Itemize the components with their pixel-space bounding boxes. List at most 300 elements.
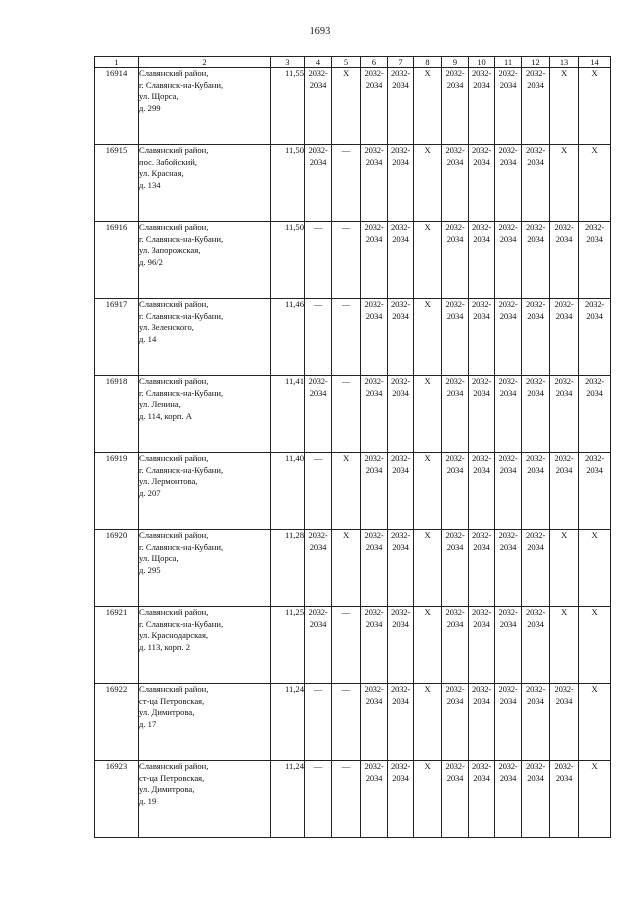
value-text: 2032- — [390, 530, 411, 540]
column-header: 9 — [442, 57, 469, 68]
column-header: 13 — [550, 57, 579, 68]
value-cell — [495, 684, 522, 761]
value-cell — [414, 299, 442, 376]
value-text: 2032- — [471, 761, 492, 771]
value-text: X — [342, 68, 349, 78]
row-number-cell: 16922 — [95, 684, 139, 761]
value-cell — [522, 453, 550, 530]
value-text: 2032- — [471, 222, 492, 232]
value-cell — [550, 222, 579, 299]
value-text: 2034 — [365, 772, 383, 783]
value-cell — [442, 299, 469, 376]
area-cell: 11,28 — [271, 530, 305, 607]
value-text: 2032- — [445, 376, 465, 386]
column-header: 7 — [388, 57, 414, 68]
table-row — [95, 68, 611, 145]
value-text: 2034 — [446, 695, 464, 706]
value-text: 2032- — [498, 68, 518, 78]
row-number-cell: 16918 — [95, 376, 139, 453]
value-cell — [495, 68, 522, 145]
value-text: 2032- — [498, 299, 518, 309]
value-text: 2034 — [365, 464, 383, 475]
value-text: X — [342, 530, 349, 540]
value-text: 2032- — [445, 761, 465, 771]
value-cell — [522, 607, 550, 684]
address-line: Славянский район, — [139, 607, 209, 617]
value-text: 2032- — [525, 222, 546, 232]
address-line: д. 114, корп. А — [139, 410, 192, 421]
value-cell — [361, 453, 388, 530]
value-cell — [469, 145, 495, 222]
value-text: 2034 — [499, 464, 517, 475]
area-cell: 11,46 — [271, 299, 305, 376]
value-text: 2032- — [390, 222, 411, 232]
value-cell — [442, 607, 469, 684]
value-cell — [361, 376, 388, 453]
value-text: 2032- — [308, 376, 328, 386]
address-line: д. 134 — [139, 179, 161, 190]
value-text: 2034 — [527, 387, 544, 398]
value-text: 2034 — [365, 156, 383, 167]
row-number-cell: 16919 — [95, 453, 139, 530]
value-cell — [332, 145, 361, 222]
value-text: X — [424, 145, 431, 155]
value-cell — [579, 68, 611, 145]
value-cell — [332, 222, 361, 299]
value-text: X — [424, 607, 431, 617]
value-cell — [332, 68, 361, 145]
value-cell — [442, 761, 469, 838]
value-text: 2032- — [445, 145, 465, 155]
value-text: 2032- — [308, 68, 328, 78]
value-text: X — [424, 299, 431, 309]
value-cell — [388, 299, 414, 376]
area-cell: 11,50 — [271, 145, 305, 222]
row-number-cell: 16923 — [95, 761, 139, 838]
value-text: 2032- — [471, 68, 492, 78]
value-text: 2034 — [446, 541, 464, 552]
value-text: 2032- — [390, 684, 411, 694]
value-text: 2032- — [498, 453, 518, 463]
value-cell — [388, 530, 414, 607]
table-header — [95, 57, 611, 68]
value-text: 2032- — [554, 453, 574, 463]
value-cell — [305, 530, 332, 607]
value-text: 2032- — [390, 68, 411, 78]
value-cell — [579, 761, 611, 838]
value-cell — [332, 761, 361, 838]
value-text: 2032- — [364, 145, 384, 155]
value-cell — [579, 145, 611, 222]
value-text: 2034 — [392, 310, 409, 321]
value-text: X — [424, 222, 431, 232]
value-cell — [361, 684, 388, 761]
value-text: 2032- — [364, 607, 384, 617]
address-line: Славянский район, — [139, 68, 209, 78]
value-text: 2034 — [499, 79, 517, 90]
value-cell — [495, 530, 522, 607]
value-cell — [550, 68, 579, 145]
value-text: 2032- — [471, 684, 492, 694]
value-text: 2034 — [473, 541, 490, 552]
address-line: Славянский район, — [139, 530, 209, 540]
value-cell — [579, 299, 611, 376]
value-text: 2032- — [525, 761, 546, 771]
value-text: 2034 — [499, 772, 517, 783]
header-row — [95, 57, 611, 68]
value-cell — [550, 145, 579, 222]
value-text: 2034 — [555, 233, 573, 244]
value-text: — — [341, 684, 351, 694]
column-header: 14 — [579, 57, 611, 68]
address-line: Славянский район, — [139, 761, 209, 771]
address-line: ул. Димитрова, — [139, 707, 195, 717]
value-text: X — [424, 376, 431, 386]
value-cell — [305, 299, 332, 376]
address-line: д. 299 — [139, 102, 161, 113]
table-row — [95, 145, 611, 222]
value-text: 2034 — [473, 233, 490, 244]
value-cell — [522, 684, 550, 761]
value-text: X — [424, 453, 431, 463]
address-line: г. Славянск-на-Кубани, — [139, 464, 224, 475]
address-line: Славянский район, — [139, 453, 209, 463]
value-text: 2032- — [390, 145, 411, 155]
value-cell — [469, 299, 495, 376]
value-text: 2034 — [392, 387, 409, 398]
value-cell — [442, 222, 469, 299]
row-number-cell: 16916 — [95, 222, 139, 299]
value-cell — [305, 761, 332, 838]
value-text: 2034 — [527, 618, 544, 629]
table-body — [95, 68, 611, 838]
value-text: 2032- — [364, 376, 384, 386]
value-cell — [332, 684, 361, 761]
address-line: д. 207 — [139, 487, 161, 498]
address-line: г. Славянск-на-Кубани, — [139, 233, 224, 244]
value-cell — [361, 761, 388, 838]
value-text: 2034 — [446, 156, 464, 167]
value-text: 2034 — [527, 695, 544, 706]
value-cell — [442, 453, 469, 530]
value-cell — [305, 145, 332, 222]
table-row — [95, 299, 611, 376]
value-text: 2034 — [527, 310, 544, 321]
value-cell — [522, 530, 550, 607]
value-text: 2034 — [446, 310, 464, 321]
value-text: 2032- — [364, 761, 384, 771]
value-cell — [522, 761, 550, 838]
value-text: 2034 — [309, 156, 327, 167]
address-line: пос. Забойский, — [139, 156, 197, 167]
value-text: 2032- — [471, 530, 492, 540]
value-text: 2032- — [525, 530, 546, 540]
column-header: 4 — [305, 57, 332, 68]
value-cell — [442, 145, 469, 222]
value-text: 2034 — [365, 310, 383, 321]
table-row — [95, 376, 611, 453]
value-text: X — [560, 530, 567, 540]
address-line: Славянский район, — [139, 299, 209, 309]
value-cell — [469, 530, 495, 607]
value-text: 2032- — [584, 453, 605, 463]
value-text: 2032- — [445, 530, 465, 540]
value-text: 2034 — [446, 464, 464, 475]
value-text: 2032- — [498, 222, 518, 232]
value-text: 2032- — [498, 684, 518, 694]
value-text: 2032- — [471, 299, 492, 309]
address-line: Славянский район, — [139, 376, 209, 386]
value-text: 2034 — [527, 233, 544, 244]
value-cell — [522, 68, 550, 145]
table-row — [95, 684, 611, 761]
address-line: ул. Зеленского, — [139, 322, 194, 332]
value-text: 2034 — [499, 695, 517, 706]
value-cell — [579, 530, 611, 607]
value-cell — [332, 299, 361, 376]
address-line: г. Славянск-на-Кубани, — [139, 79, 224, 90]
value-cell — [522, 145, 550, 222]
value-text: 2032- — [525, 607, 546, 617]
value-cell — [550, 453, 579, 530]
row-number-cell: 16914 — [95, 68, 139, 145]
area-cell: 11,50 — [271, 222, 305, 299]
value-text: 2034 — [446, 618, 464, 629]
area-cell: 11,40 — [271, 453, 305, 530]
value-cell — [332, 376, 361, 453]
value-text: — — [313, 222, 323, 232]
address-line: ул. Краснодарская, — [139, 630, 209, 640]
value-text: 2032- — [471, 453, 492, 463]
value-cell — [495, 299, 522, 376]
value-cell — [361, 68, 388, 145]
value-cell — [550, 530, 579, 607]
value-text: 2034 — [392, 772, 409, 783]
value-text: 2032- — [471, 376, 492, 386]
value-text: 2032- — [554, 299, 574, 309]
value-text: 2032- — [364, 222, 384, 232]
value-text: 2032- — [554, 376, 574, 386]
value-text: 2032- — [525, 299, 546, 309]
column-header: 3 — [271, 57, 305, 68]
value-text: X — [591, 761, 598, 771]
value-text: X — [424, 530, 431, 540]
value-cell — [550, 299, 579, 376]
value-text: X — [560, 68, 567, 78]
value-text: 2032- — [445, 684, 465, 694]
value-text: 2032- — [525, 376, 546, 386]
row-number-cell: 16915 — [95, 145, 139, 222]
value-cell — [550, 607, 579, 684]
value-text: 2034 — [309, 387, 327, 398]
column-header: 12 — [522, 57, 550, 68]
value-cell — [414, 607, 442, 684]
value-text: X — [342, 453, 349, 463]
value-text: 2032- — [445, 607, 465, 617]
address-cell — [139, 222, 271, 299]
value-text: 2032- — [584, 299, 605, 309]
value-text: — — [313, 299, 323, 309]
value-cell — [469, 761, 495, 838]
address-line: Славянский район, — [139, 145, 209, 155]
address-line: ул. Щорса, — [139, 91, 179, 101]
value-text: 2034 — [473, 772, 490, 783]
row-number-cell: 16920 — [95, 530, 139, 607]
value-cell — [305, 453, 332, 530]
value-cell — [522, 376, 550, 453]
value-text: 2032- — [445, 453, 465, 463]
value-text: — — [313, 761, 323, 771]
value-text: 2034 — [446, 79, 464, 90]
value-cell — [469, 453, 495, 530]
value-text: 2034 — [392, 156, 409, 167]
value-text: 2032- — [584, 376, 605, 386]
table-row — [95, 761, 611, 838]
value-cell — [305, 222, 332, 299]
value-text: 2034 — [365, 233, 383, 244]
value-text: — — [341, 761, 351, 771]
address-line: ст-ца Петровская, — [139, 695, 205, 706]
value-cell — [388, 376, 414, 453]
value-cell — [579, 376, 611, 453]
value-cell — [414, 453, 442, 530]
value-text: 2034 — [473, 464, 490, 475]
value-text: 2032- — [498, 530, 518, 540]
value-text: 2032- — [445, 222, 465, 232]
value-cell — [388, 761, 414, 838]
value-cell — [495, 145, 522, 222]
value-cell — [495, 453, 522, 530]
value-text: X — [560, 607, 567, 617]
value-text: 2034 — [499, 541, 517, 552]
value-text: 2034 — [555, 695, 573, 706]
value-text: 2034 — [392, 618, 409, 629]
value-cell — [414, 145, 442, 222]
value-text: 2032- — [364, 299, 384, 309]
value-text: 2032- — [308, 145, 328, 155]
value-text: 2034 — [365, 79, 383, 90]
value-text: 2032- — [390, 761, 411, 771]
value-text: 2032- — [445, 299, 465, 309]
table-row — [95, 607, 611, 684]
value-cell — [305, 607, 332, 684]
value-text: 2032- — [525, 453, 546, 463]
value-text: 2034 — [473, 310, 490, 321]
area-cell: 11,41 — [271, 376, 305, 453]
address-line: г. Славянск-на-Кубани, — [139, 387, 224, 398]
area-cell: 11,25 — [271, 607, 305, 684]
value-text: 2034 — [499, 156, 517, 167]
value-text: 2032- — [498, 607, 518, 617]
value-text: — — [341, 145, 351, 155]
value-text: 2034 — [555, 772, 573, 783]
value-cell — [550, 376, 579, 453]
value-cell — [332, 607, 361, 684]
address-cell — [139, 761, 271, 838]
column-header: 6 — [361, 57, 388, 68]
value-text: X — [424, 68, 431, 78]
value-text: 2032- — [525, 68, 546, 78]
value-cell — [550, 761, 579, 838]
value-cell — [469, 222, 495, 299]
value-text: — — [341, 376, 351, 386]
value-text: 2034 — [392, 233, 409, 244]
value-cell — [579, 607, 611, 684]
table-row — [95, 222, 611, 299]
address-line: ул. Ленина, — [139, 399, 181, 409]
value-text: 2032- — [445, 68, 465, 78]
value-cell — [361, 299, 388, 376]
value-text: 2034 — [527, 541, 544, 552]
address-line: ст-ца Петровская, — [139, 772, 205, 783]
value-cell — [495, 222, 522, 299]
value-text: 2034 — [586, 387, 603, 398]
address-cell — [139, 530, 271, 607]
address-line: д. 295 — [139, 564, 161, 575]
value-cell — [414, 68, 442, 145]
value-text: 2034 — [555, 387, 573, 398]
value-text: 2034 — [527, 79, 544, 90]
address-line: ул. Щорса, — [139, 553, 179, 563]
value-cell — [495, 761, 522, 838]
value-cell — [442, 376, 469, 453]
value-text: 2034 — [446, 233, 464, 244]
value-cell — [305, 684, 332, 761]
value-text: 2032- — [498, 145, 518, 155]
value-text: 2034 — [499, 618, 517, 629]
value-text: X — [424, 684, 431, 694]
value-cell — [305, 376, 332, 453]
value-text: 2034 — [527, 464, 544, 475]
address-line: д. 14 — [139, 333, 157, 344]
value-cell — [388, 222, 414, 299]
value-text: 2034 — [309, 618, 327, 629]
value-cell — [414, 530, 442, 607]
value-cell — [388, 145, 414, 222]
value-text: 2034 — [473, 79, 490, 90]
row-number-cell: 16921 — [95, 607, 139, 684]
value-text: 2034 — [365, 695, 383, 706]
value-text: — — [313, 684, 323, 694]
value-text: 2032- — [308, 530, 328, 540]
value-text: X — [424, 761, 431, 771]
address-line: ул. Запорожская, — [139, 245, 201, 255]
value-text: 2034 — [309, 79, 327, 90]
value-text: 2032- — [584, 222, 605, 232]
value-text: 2032- — [498, 761, 518, 771]
value-cell — [361, 530, 388, 607]
value-text: 2034 — [586, 464, 603, 475]
value-text: 2032- — [390, 453, 411, 463]
value-text: 2032- — [554, 222, 574, 232]
value-cell — [550, 684, 579, 761]
value-cell — [579, 453, 611, 530]
value-text: 2034 — [586, 233, 603, 244]
column-header: 11 — [495, 57, 522, 68]
value-cell — [522, 222, 550, 299]
value-cell — [414, 761, 442, 838]
value-cell — [469, 376, 495, 453]
value-text: X — [591, 68, 598, 78]
value-text: 2032- — [525, 145, 546, 155]
value-text: 2034 — [555, 464, 573, 475]
value-text: — — [341, 299, 351, 309]
area-cell: 11,55 — [271, 68, 305, 145]
address-line: ул. Димитрова, — [139, 784, 195, 794]
value-cell — [388, 684, 414, 761]
value-text: 2034 — [446, 772, 464, 783]
value-text: — — [313, 453, 323, 463]
